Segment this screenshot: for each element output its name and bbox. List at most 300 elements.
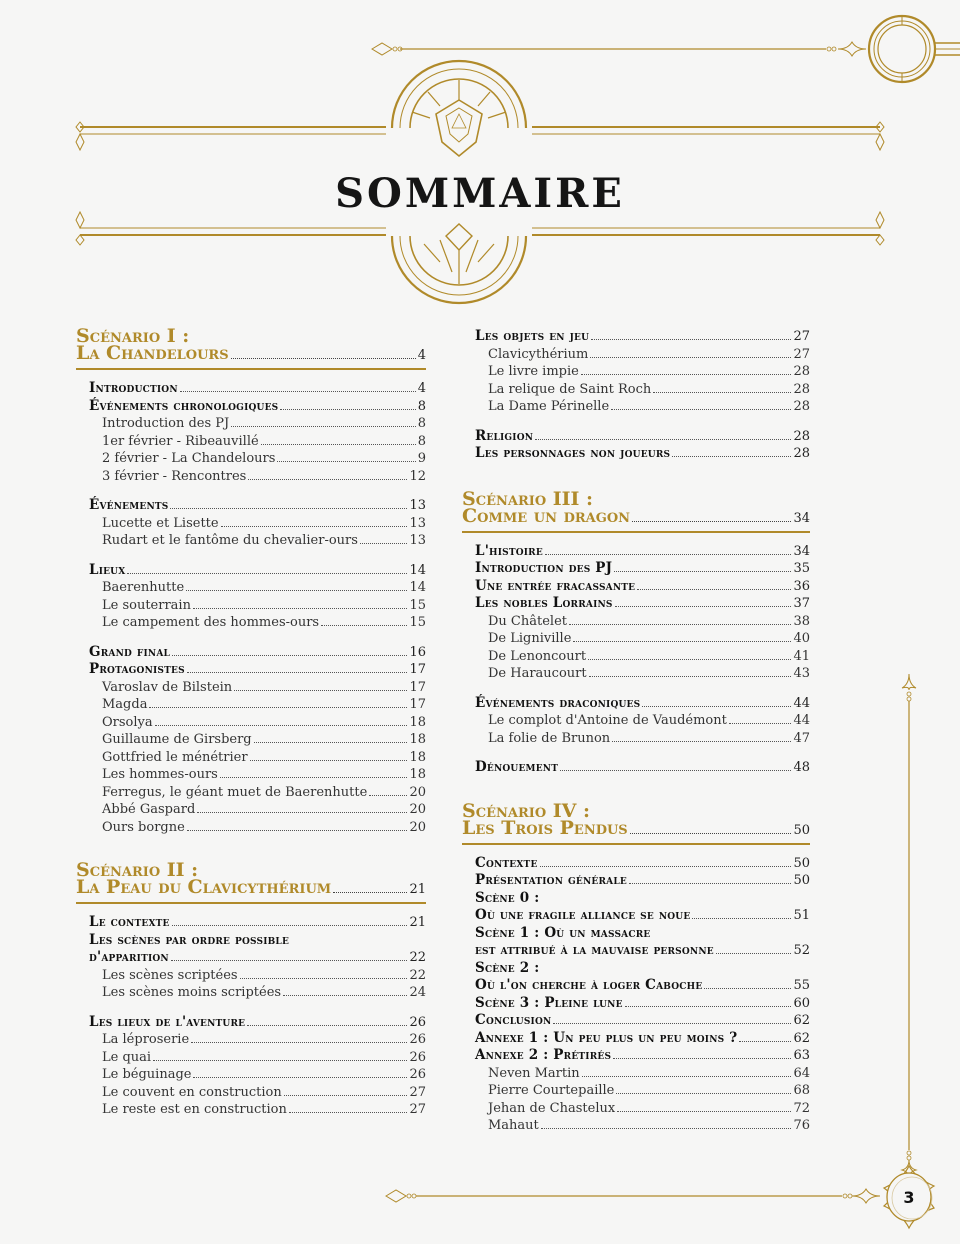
toc-subentry[interactable] (89, 1101, 426, 1119)
toc-subentry[interactable] (89, 1049, 426, 1067)
toc-group (462, 695, 810, 748)
top-rule-ornament (372, 42, 866, 56)
entry-page-number: 28 (793, 399, 810, 414)
entry-label: Pierre Courtepaille (488, 1083, 615, 1098)
scenario-title: Comme un dragon (462, 504, 631, 527)
dot-leader (739, 1041, 791, 1042)
toc-entry[interactable] (475, 942, 810, 960)
dot-leader (642, 706, 791, 707)
toc-entry[interactable] (475, 872, 810, 890)
entry-label: Ours borgne (102, 819, 185, 835)
entry-label: Les scènes par ordre possible (89, 931, 290, 948)
entry-page-number: 17 (409, 679, 426, 695)
toc-entry[interactable] (89, 380, 426, 398)
toc-subentry[interactable] (89, 1031, 426, 1049)
toc-entry[interactable] (89, 497, 426, 515)
dot-leader (582, 1076, 792, 1077)
entry-label: Les scènes moins scriptées (102, 985, 282, 1000)
entry-label: Mahaut (488, 1118, 539, 1133)
entry-page-number: 26 (409, 1014, 426, 1030)
entry-page-number: 47 (793, 730, 810, 746)
scenario-number: Scénario III : (462, 487, 594, 510)
scenario-title-line (76, 342, 426, 364)
entry-label: La Dame Périnelle (488, 399, 610, 414)
entry-label: Grand final (89, 643, 171, 660)
entry-page-number: 48 (793, 760, 810, 775)
dot-leader (692, 918, 791, 919)
toc-entry[interactable] (475, 1030, 810, 1048)
dot-leader (333, 892, 407, 893)
dot-leader (545, 554, 792, 555)
dot-leader (632, 521, 791, 522)
dot-leader (589, 676, 792, 677)
toc-entry[interactable] (89, 644, 426, 662)
toc-column-left (76, 325, 426, 1131)
dot-leader (277, 461, 415, 462)
entry-page-number: 20 (409, 802, 426, 817)
entry-page-number: 13 (409, 515, 426, 531)
entry-page-number: 26 (409, 1049, 426, 1065)
dot-leader (172, 925, 408, 926)
toc-subentry[interactable] (475, 381, 810, 399)
entry-page-number: 16 (409, 644, 426, 660)
dot-leader (672, 456, 791, 457)
toc-subentry[interactable] (475, 730, 810, 748)
entry-page-number: 51 (793, 908, 810, 923)
toc-subentry[interactable] (89, 1084, 426, 1102)
entry-label: est attribué à la mauvaise personne (475, 942, 714, 958)
entry-page-number: 36 (793, 578, 810, 594)
entry-page-number: 35 (793, 561, 810, 576)
toc-entry[interactable] (89, 562, 426, 580)
entry-page-number: 18 (409, 749, 426, 765)
dot-leader (321, 625, 407, 626)
dot-leader (187, 830, 408, 831)
entry-page-number: 50 (793, 855, 810, 871)
toc-subentry[interactable] (89, 749, 426, 767)
toc-group (462, 543, 810, 683)
toc-group (462, 855, 810, 1135)
toc-group (76, 562, 426, 632)
entry-page-number: 18 (409, 767, 426, 782)
entry-label: Le contexte (89, 914, 170, 930)
toc-subentry[interactable] (89, 597, 426, 615)
scenario-page-number: 4 (417, 348, 426, 363)
entry-label: Guillaume de Girsberg (102, 732, 252, 747)
dot-leader (615, 606, 792, 607)
entry-label: Scène 3 : Pleine lune (475, 994, 623, 1011)
entry-page-number: 64 (793, 1065, 810, 1081)
dot-leader (637, 589, 791, 590)
toc-subentry[interactable] (89, 819, 426, 837)
scenario-number: Scénario IV : (462, 799, 591, 822)
entry-label: Événements draconiques (475, 694, 641, 711)
dot-leader (186, 590, 407, 591)
entry-page-number: 43 (793, 666, 810, 681)
page-title: SOMMAIRE (335, 170, 625, 217)
toc-subentry[interactable] (475, 630, 810, 648)
entry-label: Le complot d'Antoine de Vaudémont (488, 713, 727, 728)
dot-leader (553, 1023, 791, 1024)
toc-entry[interactable] (89, 932, 426, 950)
entry-label: Le béguinage (102, 1067, 192, 1082)
entry-label: Introduction des PJ (102, 416, 230, 431)
entry-page-number: 8 (417, 398, 426, 414)
toc-entry[interactable] (89, 1014, 426, 1032)
toc-subentry[interactable] (475, 346, 810, 364)
toc-group (462, 428, 810, 463)
entry-page-number: 14 (409, 580, 426, 595)
entry-page-number: 15 (409, 615, 426, 630)
entry-label: Le reste est en construction (102, 1102, 287, 1117)
entry-label: Du Châtelet (488, 613, 567, 629)
entry-page-number: 28 (793, 364, 810, 379)
entry-label: Dénouement (475, 759, 559, 775)
toc-entry[interactable] (475, 560, 810, 578)
entry-page-number: 14 (409, 562, 426, 578)
toc-group (76, 644, 426, 837)
dot-leader (261, 444, 416, 445)
toc-subentry[interactable] (89, 967, 426, 985)
entry-label: Ferregus, le géant muet de Baerenhutte (102, 784, 368, 800)
toc-subentry[interactable] (89, 1066, 426, 1084)
entry-page-number: 28 (793, 446, 810, 461)
entry-label: Orsolya (102, 714, 153, 730)
entry-label: Scène 2 : (475, 959, 540, 976)
dot-leader (170, 508, 407, 509)
toc-column-right (462, 328, 810, 1147)
dot-leader (220, 777, 408, 778)
toc-entry[interactable] (89, 949, 426, 967)
entry-page-number: 38 (793, 613, 810, 629)
toc-subentry[interactable] (89, 468, 426, 486)
entry-label: 2 février - La Chandelours (102, 451, 276, 466)
dot-leader (254, 742, 408, 743)
dot-leader (149, 707, 407, 708)
right-rule-ornament (902, 674, 916, 1178)
dot-leader (280, 409, 415, 410)
dot-leader (591, 339, 791, 340)
dot-leader (611, 409, 791, 410)
toc-subentry[interactable] (475, 398, 810, 416)
entry-page-number: 27 (409, 1102, 426, 1117)
dot-leader (560, 770, 791, 771)
entry-label: Religion (475, 427, 534, 444)
entry-label: Magda (102, 697, 148, 712)
toc-entry[interactable] (475, 977, 810, 995)
entry-label: Où une fragile alliance se noue (475, 907, 691, 923)
toc-subentry[interactable] (475, 1117, 810, 1135)
entry-label: Contexte (475, 854, 538, 871)
entry-page-number: 26 (409, 1067, 426, 1082)
dot-leader (588, 659, 791, 660)
entry-page-number: 55 (793, 978, 810, 993)
dot-leader (540, 866, 792, 867)
entry-label: De Lenoncourt (488, 648, 587, 664)
entry-page-number: 28 (793, 381, 810, 397)
dot-leader (250, 760, 408, 761)
entry-label: Les objets en jeu (475, 328, 590, 344)
entry-page-number: 28 (793, 428, 810, 444)
entry-label: La relique de Saint Roch (488, 381, 652, 397)
toc-group (76, 380, 426, 485)
entry-page-number: 15 (409, 597, 426, 613)
dot-leader (221, 526, 408, 527)
entry-page-number: 60 (793, 995, 810, 1011)
toc-subentry[interactable] (89, 766, 426, 784)
toc-subentry[interactable] (89, 714, 426, 732)
dot-leader (630, 833, 792, 834)
entry-page-number: 27 (793, 346, 810, 362)
toc-entry[interactable] (475, 960, 810, 978)
toc-entry[interactable] (89, 661, 426, 679)
entry-page-number: 26 (409, 1032, 426, 1047)
entry-page-number: 22 (409, 950, 426, 965)
entry-page-number: 17 (409, 697, 426, 712)
toc-entry[interactable] (475, 578, 810, 596)
entry-label: Jehan de Chastelux (488, 1100, 616, 1116)
entry-page-number: 34 (793, 543, 810, 559)
corner-medallion-ornament (869, 16, 960, 82)
dot-leader (704, 988, 791, 989)
scenario-section (462, 799, 810, 1135)
entry-label: Baerenhutte (102, 580, 185, 595)
entry-label: 1er février - Ribeauvillé (102, 433, 259, 449)
toc-subentry[interactable] (89, 731, 426, 749)
entry-page-number: 62 (793, 1030, 810, 1046)
entry-label: Conclusion (475, 1012, 552, 1028)
entry-label: La folie de Brunon (488, 730, 611, 746)
entry-page-number: 52 (793, 943, 810, 958)
entry-label: Introduction (89, 380, 178, 396)
toc-entry[interactable] (475, 445, 810, 463)
toc-entry[interactable] (475, 890, 810, 908)
entry-page-number: 27 (409, 1084, 426, 1100)
dot-leader (590, 357, 791, 358)
entry-label: Le livre impie (488, 364, 579, 379)
toc-subentry[interactable] (89, 415, 426, 433)
entry-page-number: 44 (793, 695, 810, 711)
dot-leader (289, 1112, 408, 1113)
scenario-number: Scénario II : (76, 859, 199, 881)
toc-entry[interactable] (475, 595, 810, 613)
dot-leader (234, 690, 407, 691)
toc-entry[interactable] (475, 855, 810, 873)
entry-label: La léproserie (102, 1032, 190, 1047)
entry-page-number: 72 (793, 1100, 810, 1116)
toc-group (76, 914, 426, 1002)
toc-entry[interactable] (89, 914, 426, 932)
entry-page-number: 8 (417, 416, 426, 431)
dot-leader (581, 374, 792, 375)
toc-entry[interactable] (475, 907, 810, 925)
entry-page-number: 37 (793, 596, 810, 611)
entry-label: Annexe 1 : Un peu plus un peu moins ? (475, 1029, 738, 1046)
toc-group (76, 1014, 426, 1119)
dot-leader (283, 995, 407, 996)
toc-subentry[interactable] (475, 712, 810, 730)
dot-leader (153, 1060, 407, 1061)
entry-page-number: 4 (417, 381, 426, 396)
entry-label: Rudart et le fantôme du chevalier-ours (102, 533, 358, 548)
entry-label: Le campement des hommes-ours (102, 615, 320, 630)
entry-label: Clavicythérium (488, 346, 589, 362)
scenario-title: La Peau du Clavicythérium (76, 876, 332, 898)
toc-entry[interactable] (475, 995, 810, 1013)
entry-label: Le couvent en construction (102, 1084, 282, 1100)
entry-page-number: 68 (793, 1083, 810, 1098)
entry-page-number: 12 (409, 468, 426, 484)
toc-subentry[interactable] (475, 613, 810, 631)
entry-label: Varoslav de Bilstein (102, 679, 233, 695)
toc-subentry[interactable] (89, 801, 426, 819)
dot-leader (612, 741, 791, 742)
scenario-section (76, 859, 426, 1119)
scenario-section (76, 325, 426, 836)
dot-leader (193, 608, 407, 609)
dot-leader (248, 479, 407, 480)
entry-label: Présentation générale (475, 872, 627, 888)
toc-entry[interactable] (475, 543, 810, 561)
toc-subentry[interactable] (475, 1100, 810, 1118)
entry-label: Le souterrain (102, 597, 191, 613)
entry-page-number: 62 (793, 1013, 810, 1028)
entry-label: Gottfried le ménétrier (102, 749, 248, 765)
scenario-title-line (462, 816, 810, 839)
dot-leader (369, 795, 407, 796)
dot-leader (629, 883, 792, 884)
dot-leader (716, 953, 792, 954)
entry-label: 3 février - Rencontres (102, 468, 247, 484)
entry-page-number: 13 (409, 498, 426, 513)
dot-leader (617, 1111, 791, 1112)
dot-leader (191, 1042, 407, 1043)
entry-label: Le quai (102, 1049, 152, 1065)
dot-leader (231, 426, 415, 427)
page-number: 3 (903, 1188, 915, 1207)
entry-label: Lieux (89, 561, 126, 578)
entry-page-number: 41 (793, 648, 810, 664)
toc-subentry[interactable] (475, 665, 810, 683)
toc-subentry[interactable] (89, 515, 426, 533)
toc-subentry[interactable] (89, 532, 426, 550)
entry-page-number: 18 (409, 732, 426, 747)
scenario-heading[interactable] (462, 799, 810, 845)
toc-subentry[interactable] (89, 450, 426, 468)
toc-subentry[interactable] (89, 784, 426, 802)
entry-label: Les hommes-ours (102, 767, 218, 782)
toc-entry[interactable] (475, 925, 810, 943)
toc-subentry[interactable] (475, 648, 810, 666)
entry-label: Introduction des PJ (475, 560, 613, 576)
entry-label: Scène 1 : Où un massacre (475, 924, 651, 941)
toc-subentry[interactable] (89, 984, 426, 1002)
toc-subentry[interactable] (475, 1065, 810, 1083)
entry-page-number: 8 (417, 433, 426, 449)
dot-leader (231, 358, 416, 359)
toc-subentry[interactable] (89, 679, 426, 697)
entry-page-number: 13 (409, 533, 426, 548)
dot-leader (187, 672, 408, 673)
dot-leader (729, 723, 792, 724)
toc-subentry[interactable] (89, 614, 426, 632)
scenario-title-line (76, 876, 426, 898)
toc-entry[interactable] (475, 759, 810, 777)
scenario-title: La Chandelours (76, 342, 229, 364)
toc-subentry[interactable] (89, 696, 426, 714)
toc-entry[interactable] (475, 328, 810, 346)
toc-entry[interactable] (475, 695, 810, 713)
toc-group (462, 328, 810, 416)
dot-leader (197, 812, 407, 813)
entry-label: Événements chronologiques (89, 397, 279, 414)
toc-subentry[interactable] (475, 363, 810, 381)
dot-leader (240, 978, 408, 979)
entry-page-number: 20 (409, 819, 426, 835)
dot-leader (193, 1077, 407, 1078)
entry-label: Lucette et Lisette (102, 515, 219, 531)
dot-leader (284, 1095, 408, 1096)
scenario-number: Scénario I : (76, 325, 190, 347)
dot-leader (180, 391, 416, 392)
dot-leader (171, 960, 408, 961)
toc-subentry[interactable] (89, 579, 426, 597)
dot-leader (172, 655, 407, 656)
dot-leader (535, 439, 791, 440)
continued-section (462, 328, 810, 463)
toc-subentry[interactable] (89, 433, 426, 451)
entry-page-number: 22 (409, 967, 426, 983)
entry-page-number: 63 (793, 1048, 810, 1063)
entry-label: Les lieux de l'aventure (89, 1013, 246, 1030)
dot-leader (573, 641, 791, 642)
entry-label: Événements (89, 497, 169, 513)
dot-leader (569, 624, 791, 625)
scenario-heading[interactable] (76, 859, 426, 904)
entry-label: Protagonistes (89, 661, 185, 677)
toc-entry[interactable] (475, 1012, 810, 1030)
scenario-title: Les Trois Pendus (462, 816, 628, 839)
scenario-section (462, 487, 810, 777)
dot-leader (653, 392, 791, 393)
scenario-title-line (462, 504, 810, 527)
toc-entry[interactable] (475, 428, 810, 446)
dot-leader (247, 1025, 407, 1026)
entry-page-number: 44 (793, 713, 810, 728)
entry-page-number: 21 (409, 915, 426, 930)
dot-leader (625, 1006, 792, 1007)
entry-page-number: 9 (417, 451, 426, 466)
scenario-heading[interactable] (76, 325, 426, 370)
entry-label: Scène 0 : (475, 889, 540, 906)
entry-label: Abbé Gaspard (102, 802, 196, 817)
toc-entry[interactable] (89, 398, 426, 416)
scenario-page-number: 50 (793, 822, 810, 838)
toc-subentry[interactable] (475, 1082, 810, 1100)
scenario-heading[interactable] (462, 487, 810, 533)
dot-leader (613, 1058, 791, 1059)
dot-leader (541, 1128, 792, 1129)
entry-page-number: 20 (409, 784, 426, 800)
entry-label: Les personnages non joueurs (475, 445, 671, 461)
scenario-page-number: 34 (793, 510, 810, 526)
dot-leader (616, 1093, 791, 1094)
toc-group (462, 759, 810, 777)
toc-entry[interactable] (475, 1047, 810, 1065)
dot-leader (360, 543, 408, 544)
entry-page-number: 40 (793, 631, 810, 646)
scenario-page-number: 21 (409, 882, 426, 897)
